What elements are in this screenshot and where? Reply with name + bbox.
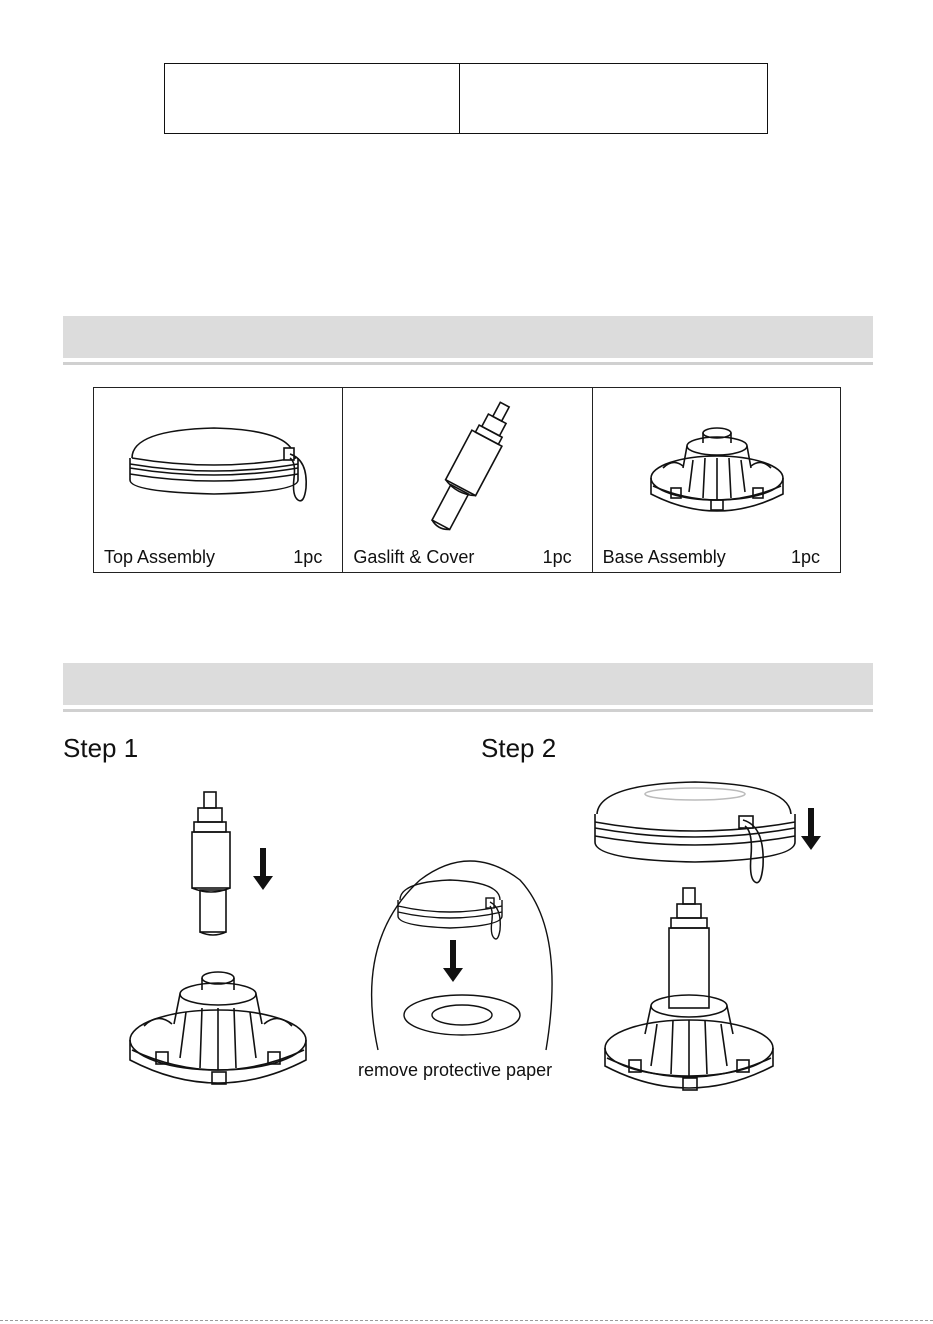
part-name: Top Assembly	[104, 547, 216, 567]
down-arrow-icon	[443, 940, 463, 982]
step-2-assembly-illustration	[585, 780, 835, 1100]
section-band-assembly	[63, 663, 873, 705]
step-1-label: Step 1	[63, 733, 139, 763]
parts-table	[93, 387, 841, 573]
header-table-cell-left	[165, 64, 460, 133]
step-2-paper-illustration	[360, 850, 560, 1060]
part-gaslift-cover	[343, 388, 592, 572]
step-1-illustration	[120, 780, 320, 1100]
header-table	[164, 63, 768, 134]
part-name: Gaslift & Cover	[353, 547, 475, 567]
part-base-assembly	[593, 388, 840, 572]
step-2-caption: remove protective paper	[358, 1060, 553, 1080]
part-name: Base Assembly	[602, 547, 726, 567]
part-quantity: 1pc	[542, 547, 572, 567]
down-arrow-icon	[801, 808, 821, 850]
part-quantity: 1pc	[790, 547, 820, 567]
section-divider	[63, 362, 873, 365]
step-2-label: Step 2	[481, 733, 557, 763]
part-top-assembly	[94, 388, 343, 572]
section-divider	[63, 709, 873, 712]
down-arrow-icon	[253, 848, 273, 890]
part-quantity: 1pc	[293, 547, 323, 567]
section-band-parts	[63, 316, 873, 358]
page-bottom-rule	[0, 1320, 933, 1321]
